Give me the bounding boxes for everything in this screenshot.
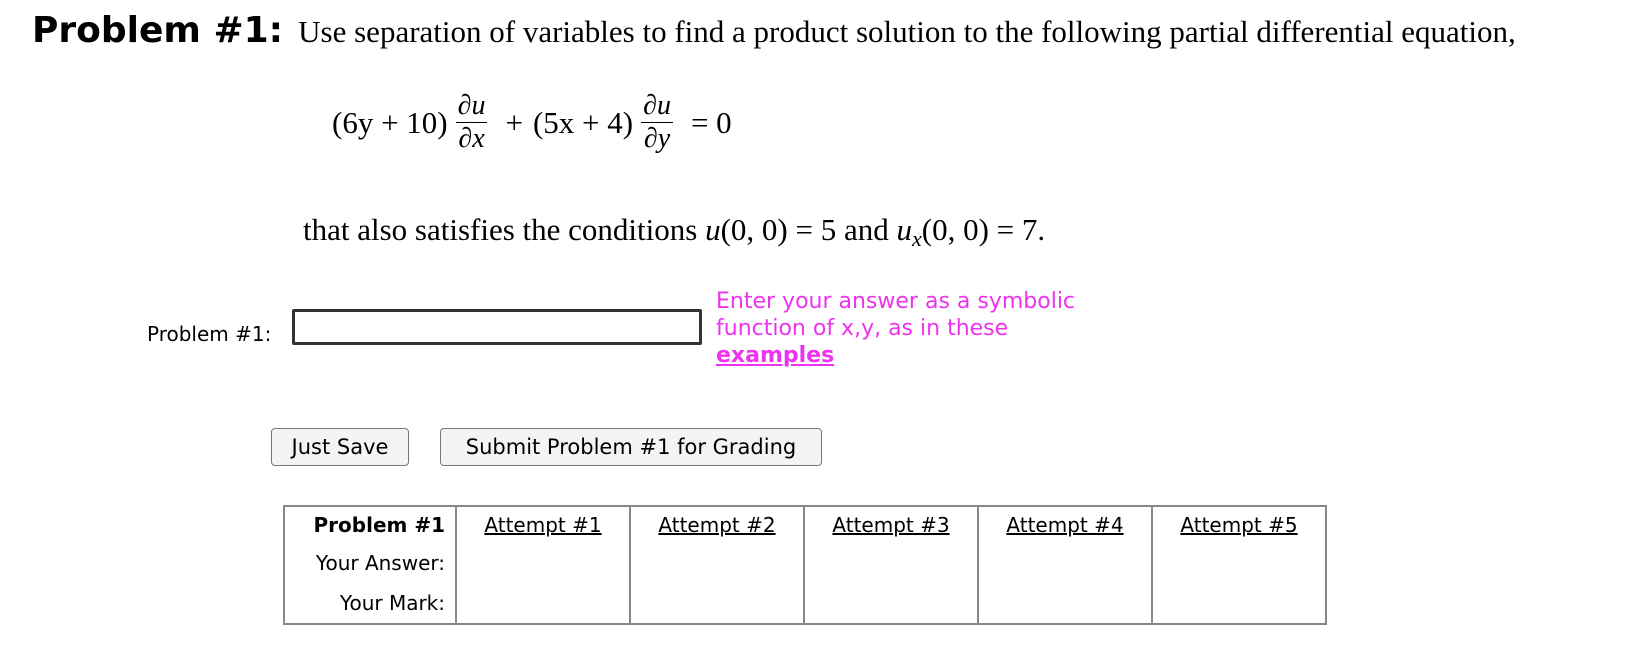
- conditions-prefix: that also satisfies the conditions: [303, 212, 698, 247]
- row-label-your-mark: Your Mark:: [284, 583, 456, 624]
- u-symbol: u: [705, 212, 721, 247]
- fraction-du-dy: [641, 90, 673, 155]
- attempt-3-link[interactable]: Attempt #3: [804, 506, 978, 543]
- mark-cell: [978, 583, 1152, 624]
- x-subscript: x: [911, 226, 922, 251]
- answer-label: Problem #1:: [147, 322, 272, 346]
- attempt-4-link[interactable]: Attempt #4: [978, 506, 1152, 543]
- conditions-text: [303, 212, 1045, 252]
- just-save-button[interactable]: Just Save: [271, 428, 409, 466]
- answer-cell: [630, 543, 804, 583]
- submit-button[interactable]: Submit Problem #1 for Grading: [440, 428, 822, 466]
- table-row: [284, 543, 1326, 583]
- fraction-numerator: ∂u: [643, 90, 671, 121]
- table-header-problem: Problem #1: [284, 506, 456, 543]
- answer-input[interactable]: [292, 309, 702, 345]
- mark-cell: [804, 583, 978, 624]
- pde-equation: [332, 90, 732, 155]
- table-row: [284, 583, 1326, 624]
- attempt-5-link[interactable]: Attempt #5: [1152, 506, 1326, 543]
- row-label-your-answer: Your Answer:: [284, 543, 456, 583]
- condition-1: (0, 0) = 5: [720, 212, 837, 247]
- attempt-1-link[interactable]: Attempt #1: [456, 506, 630, 543]
- mark-cell: [630, 583, 804, 624]
- fraction-du-dx: [456, 90, 488, 155]
- hint-text: Enter your answer as a symbolic function of x,y, as in these: [716, 289, 1076, 341]
- attempt-2-link[interactable]: Attempt #2: [630, 506, 804, 543]
- answer-hint: [716, 288, 1096, 369]
- answer-cell: [456, 543, 630, 583]
- equation-left-coefficient: (6y + 10): [332, 104, 448, 140]
- condition-2: (0, 0) = 7.: [921, 212, 1046, 247]
- mark-cell: [456, 583, 630, 624]
- u-symbol: u: [896, 212, 912, 247]
- fraction-denominator: ∂y: [643, 123, 671, 154]
- equation-mid-coefficient: (5x + 4): [532, 104, 634, 140]
- problem-label: Problem #1:: [32, 10, 284, 51]
- examples-link[interactable]: examples: [716, 343, 835, 368]
- problem-statement: Use separation of variables to find a product solution to the following partial differential equation,: [298, 14, 1516, 49]
- answer-cell: [978, 543, 1152, 583]
- answer-cell: [1152, 543, 1326, 583]
- conditions-and: and: [843, 212, 889, 247]
- problem-heading: [32, 10, 1516, 51]
- table-header-row: [284, 506, 1326, 543]
- fraction-numerator: ∂u: [457, 90, 486, 121]
- fraction-denominator: ∂x: [458, 123, 485, 154]
- answer-cell: [804, 543, 978, 583]
- equation-plus: +: [505, 104, 523, 140]
- equation-rhs: = 0: [690, 104, 732, 140]
- mark-cell: [1152, 583, 1326, 624]
- attempts-table: [283, 505, 1327, 625]
